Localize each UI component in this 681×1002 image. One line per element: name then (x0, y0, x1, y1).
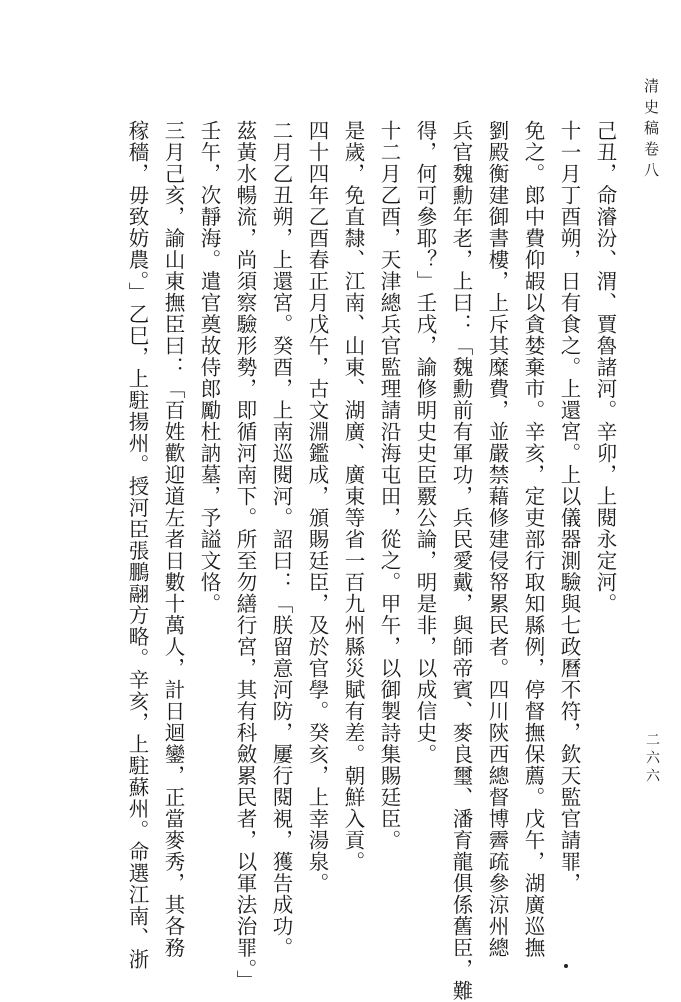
text-column: 劉殿衡建御書樓，上斥其糜費，並嚴禁藉修建侵帑累民者。四川陝西總督博霽疏參涼州總 (485, 120, 509, 959)
ink-speck (564, 964, 568, 968)
text-column: 四十四年乙酉春正月戊午，古文淵鑑成，頒賜廷臣，及於官學。癸亥，上幸湯泉。 (305, 120, 329, 894)
text-column: 是歲，免直隸、江南、山東、湖廣、廣東等省一百九州縣災賦有差。朝鮮入貢。 (341, 120, 365, 873)
text-column: 十二月乙酉，天津總兵官監理請沿海屯田，從之。甲午，以御製詩集賜廷臣。 (377, 120, 401, 851)
text-column: 兵官魏勳年老，上曰：「魏勳前有軍功，兵民愛戴，與師帝賓、麥良璽、潘育龍俱係舊臣，難 (449, 120, 473, 1002)
page-number: 二六六 (644, 732, 660, 786)
text-column: 免之。郎中費仰嘏以貪婪棄市。辛亥，定吏部行取知縣例，停督撫保薦。戊午，湖廣巡撫 (521, 120, 545, 959)
text-column: 得，何可參耶？」壬戌，諭修明史史臣覈公論，明是非，以成信史。 (413, 120, 437, 765)
text-column: 壬午，次靜海。遣官奠故侍郎勵杜訥墓，予謚文恪。 (197, 120, 221, 615)
book-title-header: 清史稿卷八 (642, 78, 660, 183)
text-column: 稼穡，毋致妨農。」乙巳，上駐揚州。授河臣張鵬翮方略。辛亥，上駐蘇州。命選江南、浙 (125, 120, 149, 970)
text-column: 十一月丁酉朔，日有食之。上還宮。上以儀器測驗與七政曆不符，欽天監官請罪， (557, 120, 581, 894)
text-column: 茲黃水暢流，尚須察驗形勢，即循河南下。所至勿繕行宮，其有科斂累民者，以軍法治罪。」 (233, 120, 257, 992)
text-column: 二月乙丑朔，上還宮。癸酉，上南巡閱河。詔曰：「朕留意河防，屢行閱視，獲告成功。 (269, 120, 293, 959)
text-column: 己丑，命濬汾、渭、賈魯諸河。辛卯，上閱永定河。 (593, 120, 617, 615)
text-column: 三月己亥，諭山東撫臣曰：「百姓歡迎道左者日數十萬人，計日迴鑾，正當麥秀，其各務 (161, 120, 185, 959)
